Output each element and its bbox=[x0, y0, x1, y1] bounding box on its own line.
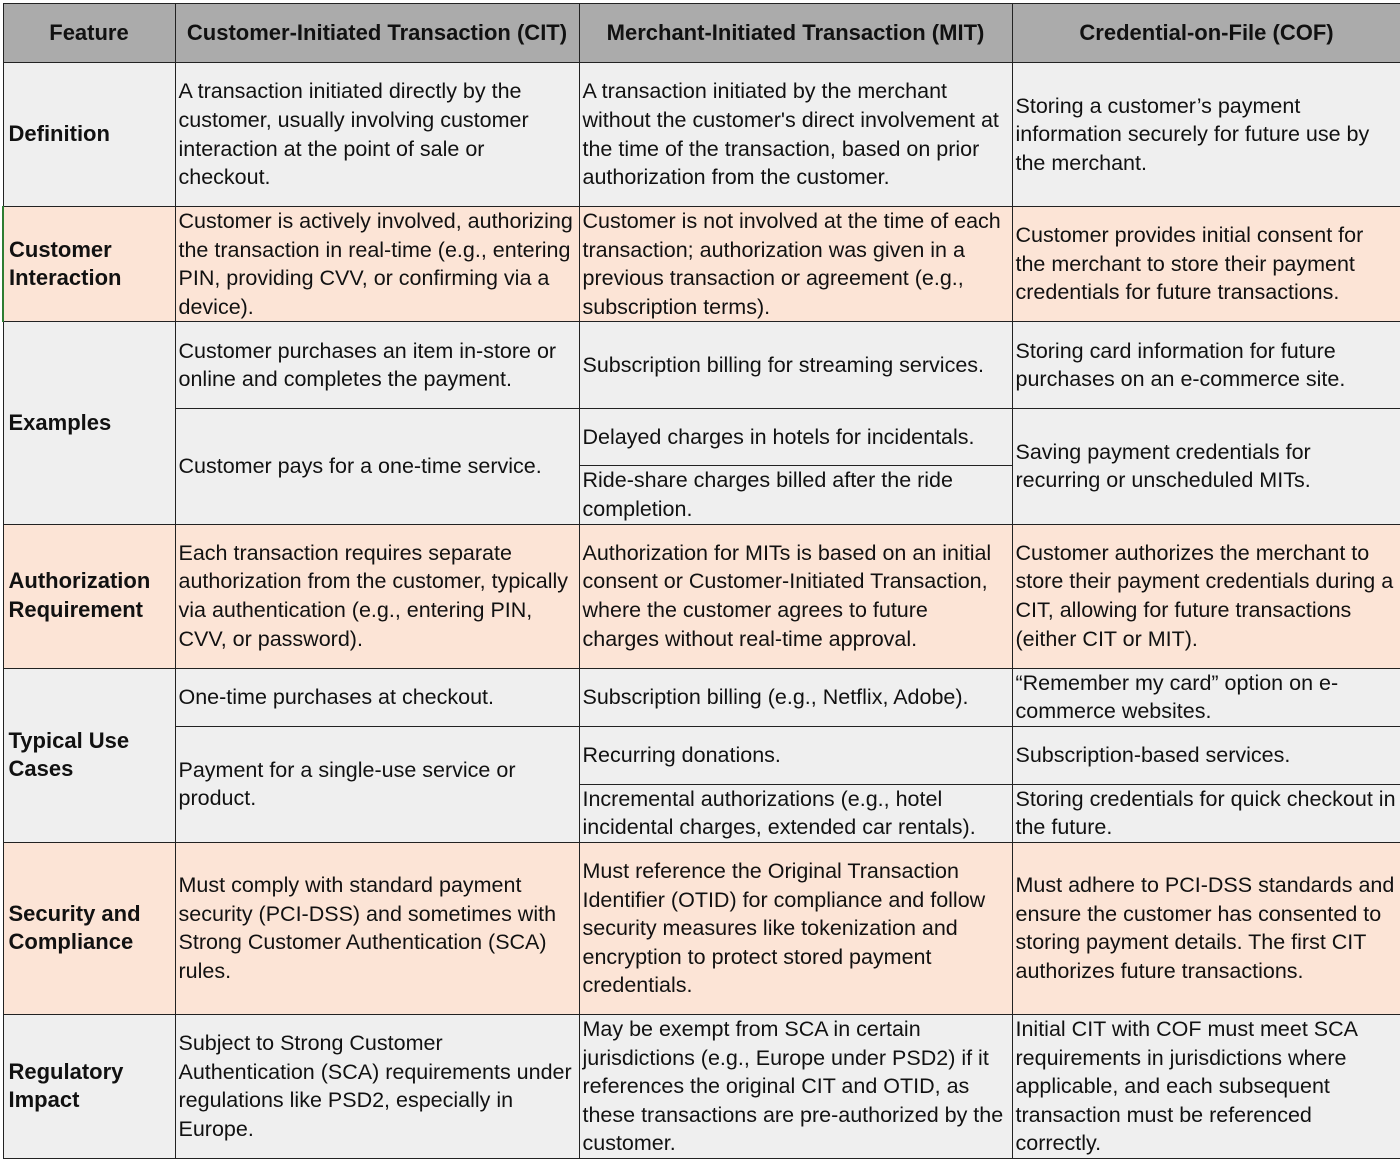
cit-cell: Must comply with standard payment security (PCI-DSS) and sometimes with Strong Customer Authentication (SCA) rules. bbox=[175, 842, 579, 1014]
mit-cell: Delayed charges in hotels for incidentals. bbox=[579, 409, 1012, 466]
cit-cell: Payment for a single-use service or product. bbox=[175, 726, 579, 842]
mit-cell: Subscription billing for streaming services. bbox=[579, 322, 1012, 409]
mit-cell: Ride-share charges billed after the ride completion. bbox=[579, 466, 1012, 524]
comparison-table bbox=[2, 3, 1400, 1159]
cof-cell: Storing credentials for quick checkout in the future. bbox=[1012, 784, 1400, 842]
cit-cell: A transaction initiated directly by the customer, usually involving customer interaction at the point of sale or checkout. bbox=[175, 63, 579, 207]
cit-cell: One-time purchases at checkout. bbox=[175, 668, 579, 726]
mit-cell: Recurring donations. bbox=[579, 726, 1012, 784]
row-examples bbox=[3, 322, 1400, 409]
cof-cell: Saving payment credentials for recurring or unscheduled MITs. bbox=[1012, 409, 1400, 524]
cof-cell: Initial CIT with COF must meet SCA requirements in jurisdictions where applicable, and each subsequent transaction must be referenced correctly. bbox=[1012, 1014, 1400, 1158]
mit-cell: May be exempt from SCA in certain jurisdictions (e.g., Europe under PSD2) if it references the original CIT and OTID, as these transactions are pre-authorized by the customer. bbox=[579, 1014, 1012, 1158]
feature-label: Authorization Requirement bbox=[3, 524, 175, 668]
mit-cell: Customer is not involved at the time of each transaction; authorization was given in a previous transaction or agreement (e.g., subscription terms). bbox=[579, 207, 1012, 322]
cof-cell: Storing card information for future purchases on an e-commerce site. bbox=[1012, 322, 1400, 409]
cit-cell: Customer is actively involved, authorizing the transaction in real-time (e.g., entering PIN, providing CVV, or confirming via a device). bbox=[175, 207, 579, 322]
cit-cell: Each transaction requires separate authorization from the customer, typically via authentication (e.g., entering PIN, CVV, or password). bbox=[175, 524, 579, 668]
row-typical-use-cases-2 bbox=[3, 726, 1400, 784]
header-feature: Feature bbox=[3, 4, 175, 63]
feature-label: Definition bbox=[3, 63, 175, 207]
feature-label: Examples bbox=[3, 322, 175, 524]
cit-cell: Subject to Strong Customer Authentication (SCA) requirements under regulations like PSD2, especially in Europe. bbox=[175, 1014, 579, 1158]
mit-cell: Must reference the Original Transaction Identifier (OTID) for compliance and follow security measures like tokenization and encryption to protect stored payment credentials. bbox=[579, 842, 1012, 1014]
feature-label: Security and Compliance bbox=[3, 842, 175, 1014]
row-security-compliance bbox=[3, 842, 1400, 1014]
header-cit: Customer-Initiated Transaction (CIT) bbox=[175, 4, 579, 63]
cof-cell: Customer authorizes the merchant to store their payment credentials during a CIT, allowing for future transactions (either CIT or MIT). bbox=[1012, 524, 1400, 668]
cit-cell: Customer purchases an item in-store or online and completes the payment. bbox=[175, 322, 579, 409]
row-definition bbox=[3, 63, 1400, 207]
mit-cell: A transaction initiated by the merchant without the customer's direct involvement at the time of the transaction, based on prior authorization from the customer. bbox=[579, 63, 1012, 207]
header-row bbox=[3, 4, 1400, 63]
cof-cell: “Remember my card” option on e-commerce websites. bbox=[1012, 668, 1400, 726]
cof-cell: Storing a customer’s payment information securely for future use by the merchant. bbox=[1012, 63, 1400, 207]
cit-cell: Customer pays for a one-time service. bbox=[175, 409, 579, 524]
cof-cell: Subscription-based services. bbox=[1012, 726, 1400, 784]
cof-cell: Must adhere to PCI-DSS standards and ensure the customer has consented to storing payment details. The first CIT authorizes future transactions. bbox=[1012, 842, 1400, 1014]
cof-cell: Customer provides initial consent for the merchant to store their payment credentials for future transactions. bbox=[1012, 207, 1400, 322]
row-authorization-requirement bbox=[3, 524, 1400, 668]
header-cof: Credential-on-File (COF) bbox=[1012, 4, 1400, 63]
mit-cell: Incremental authorizations (e.g., hotel incidental charges, extended car rentals). bbox=[579, 784, 1012, 842]
feature-label: Typical Use Cases bbox=[3, 668, 175, 842]
feature-label: Customer Interaction bbox=[3, 207, 175, 322]
header-mit: Merchant-Initiated Transaction (MIT) bbox=[579, 4, 1012, 63]
mit-cell: Subscription billing (e.g., Netflix, Adobe). bbox=[579, 668, 1012, 726]
row-typical-use-cases bbox=[3, 668, 1400, 726]
mit-cell: Authorization for MITs is based on an initial consent or Customer-Initiated Transaction, where the customer agrees to future charges without real-time approval. bbox=[579, 524, 1012, 668]
row-customer-interaction bbox=[3, 207, 1400, 322]
row-regulatory-impact bbox=[3, 1014, 1400, 1158]
feature-label: Regulatory Impact bbox=[3, 1014, 175, 1158]
row-examples-2 bbox=[3, 409, 1400, 466]
